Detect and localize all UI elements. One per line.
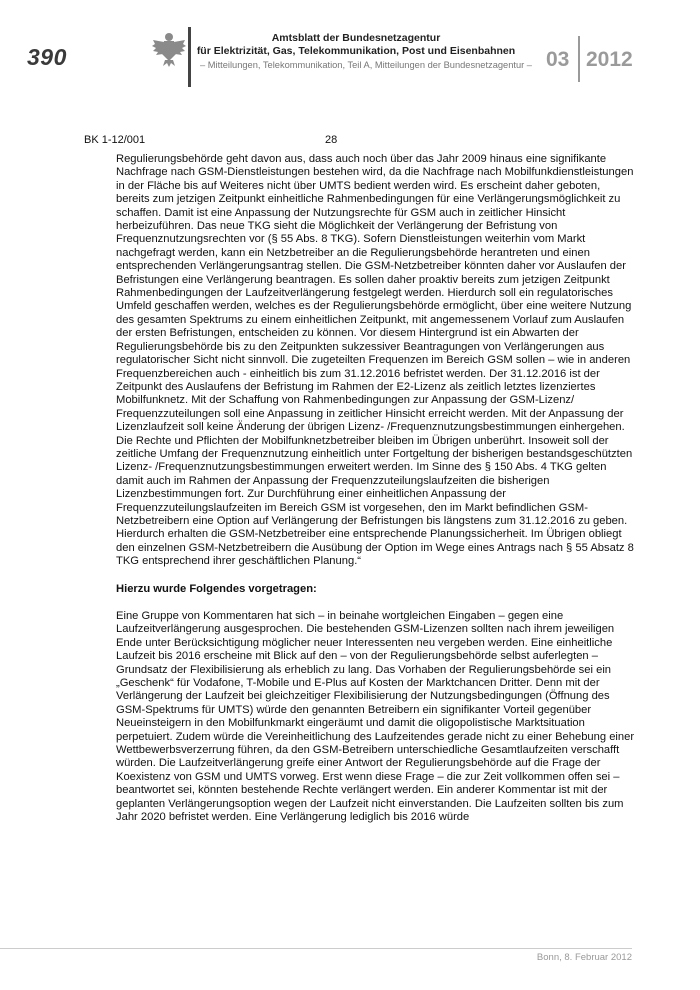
document-reference: BK 1-12/001 [84, 134, 146, 146]
issue-year: 2012 [586, 48, 633, 71]
issue-divider [578, 36, 580, 82]
gazette-title-line1: Amtsblatt der Bundesnetzagentur [271, 32, 441, 44]
document-body [116, 153, 636, 825]
issue-number: 03 [546, 48, 570, 71]
body-paragraph-1: Regulierungsbehörde geht davon aus, dass auch noch über das Jahr 2009 hinaus eine signifikante Nachfrage nach GSM-Dienstleistungen bestehen wird, da die Nachfrage nach Mobilfunkdienstleistungen in der Fläche bis auf Weiteres nicht über UMTS bedient werden wird. Es erscheint daher geboten, bereits zum jetzigen Zeitpunkt einheitliche Rahmenbedingungen für eine Verlängerungsmöglichkeit zu schaffen. Damit ist eine Anpassung der Nutzungsrechte für GSM auch in zeitlicher Hinsicht herbeizuführen. Das neue TKG sieht die Möglichkeit der Verlängerung der Befristung von Frequenznutzungsrechten vor (§ 55 Abs. 8 TKG). Sofern Dienstleistungen weiterhin vom Markt nachgefragt werden, kann ein Netzbetreiber an die Regulierungsbehörde herantreten und einen entsprechenden Verlängerungsantrag stellen. Die GSM-Netzbetreiber könnten daher vor Auslaufen der Befristungen eine Verlängerung beantragen. Es sollen daher proaktiv bereits zum jetzigen Zeitpunkt Rahmenbedingungen der Laufzeitverlängerung festgelegt werden. Hierdurch soll ein regulatorisches Umfeld geschaffen werden, welches es der Regulierungsbehörde ermöglicht, über eine weitere Nutzung des gesamten Spektrums zu einem einheitlichen Zeitpunkt, mit angemessenem Vorlauf zum Auslaufen der ersten Befristungen, entscheiden zu können. Vor diesem Hintergrund ist ein Abwarten der Regulierungsbehörde bis zu den Zeitpunkten sukzessiver Beantragungen von Verlängerungen aus regulatorischer Sicht nicht sinnvoll. Die zugeteilten Frequenzen im Bereich GSM sollen – wie in anderen Frequenzbereichen auch - einheitlich bis zum 31.12.2016 befristet werden. Der 31.12.2016 ist der Zeitpunkt des Auslaufens der Befristung im Rahmen der E2-Lizenz als zeitlich letztes lizenziertes Mobilfunknetz. Mit der Schaffung von Rahmenbedingungen zur Anpassung der GSM-Lizenz/ Frequenzzuteilungen soll eine Anpassung in zeitlicher Hinsicht erreicht werden. Mit der Anpassung der Lizenzlaufzeit soll keine Änderung der übrigen Lizenz- /Frequenznutzungsbestimmungen einhergehen. Die Rechte und Pflichten der Mobilfunknetzbetreiber bleiben im Übrigen unberührt. Insoweit soll der zeitliche Umfang der Frequenznutzung einheitlich unter Fortgeltung der bisherigen bestandsgeschützten Lizenz- /Frequenznutzungsbestimmungen erweitert werden. Im Sinne des § 150 Abs. 4 TKG gelten damit auch im Rahmen der Anpassung der Frequenzzuteilungslaufzeiten die bisherigen Lizenzbestimmungen fort. Zur Durchführung einer einheitlichen Anpassung der Frequenzzuteilungslaufzeiten im Bereich GSM ist vorgesehen, den im Markt befindlichen GSM-Netzbetreibern eine Option auf Verlängerung der Befristungen bis längstens zum 31.12.2016 zu geben. Hierdurch erhalten die GSM-Netzbetreiber eine entsprechende Planungssicherheit. Im Übrigen obliegt den einzelnen GSM-Netzbetreibern die Ausübung der Option im Wege eines Antrags nach § 55 Absatz 8 TKG entsprechend ihrer geschäftlichen Planung.“ [116, 153, 634, 568]
body-paragraph-2: Eine Gruppe von Kommentaren hat sich – in beinahe wortgleichen Eingaben – gegen eine Laufzeitverlängerung ausgesprochen. Die bestehenden GSM-Lizenzen sollten nach ihrem jeweiligen Ende unter Berücksichtigung möglicher neuer Interessenten neu vergeben werden. Eine einheitliche Laufzeit bis 2016 erscheine mit Blick auf den – von der Regulierungsbehörde selbst auferlegten – Grundsatz der Flexibilisierung als erheblich zu lang. Das Vorhaben der Regulierungsbehörde sei ein „Geschenk“ für Vodafone, T-Mobile und E-Plus auf Kosten der Marktchancen Dritter. Denn mit der Verlängerung der Laufzeit bei gleichzeitiger Flexibilisierung der Nutzungsbedingungen (Öffnung des GSM-Spektrums für UMTS) würde den genannten Betreibern ein signifikanter Vorteil gegenüber Neueinsteigern in den Mobilfunkmarkt eingeräumt und damit die oligopolistische Marktsituation perpetuiert. Zudem würde die Vereinheitlichung des Laufzeitendes gerade nicht zu einer Behebung einer Wettbewerbsverzerrung führen, da den GSM-Betreibern unterschiedliche Gesamtlaufzeiten verschafft würden. Die Laufzeitverlängerung greife einer Antwort der Regulierungsbehörde auf die Frage der Koexistenz von GSM und UMTS vorweg. Erst wenn diese Frage – die zur Zeit vollkommen offen sei – beantwortet sei, könnten bestehende Rechte verlängert werden. Ein anderer Kommentar ist mit der geplanten Verlängerungsoption wegen der Laufzeit nicht einverstanden. Die Laufzeiten sollten bis zum Jahr 2020 befristet werden. Eine Verlängerung lediglich bis 2016 würde [116, 610, 635, 824]
federal-eagle-icon [150, 28, 188, 68]
page-number: 390 [27, 44, 67, 70]
footer-date: Bonn, 8. Februar 2012 [536, 952, 632, 963]
gazette-title [196, 32, 516, 57]
header-divider [188, 27, 191, 87]
section-heading: Hierzu wurde Folgendes vorgetragen: [116, 582, 317, 595]
gazette-title-line2: für Elektrizität, Gas, Telekommunikation, Post und Eisenbahnen [196, 44, 516, 57]
document-page-number: 28 [325, 134, 338, 146]
gazette-subtitle: – Mitteilungen, Telekommunikation, Teil A, Mitteilungen der Bundesnetzagentur – [200, 60, 532, 70]
footer-rule [0, 948, 632, 949]
